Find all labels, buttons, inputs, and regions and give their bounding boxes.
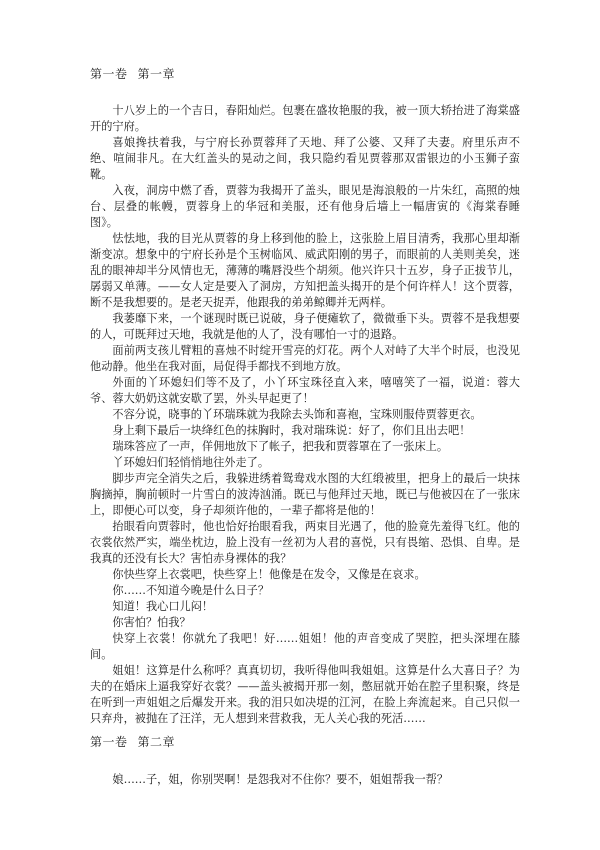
paragraph: 瑞珠答应了一声，佯佣地放下了帐子，把我和贾蓉罩在了一张床上。 — [112, 440, 449, 453]
chapter-body — [90, 772, 520, 788]
paragraph: 十八岁上的一个吉日，春阳灿烂。包裹在盛妆艳服的我，被一顶大轿抬进了海棠盛开的宁府。 — [90, 104, 520, 133]
paragraph: 入夜，洞房中燃了香，贾蓉为我揭开了盖头，眼见是海浪般的一片朱红，高照的烛台、层叠的帐幔，贾蓉身上的华冠和美服，还有他身后墙上一幅唐寅的《海棠春睡图》。 — [90, 184, 520, 229]
paragraph: 你快些穿上衣裳吧，快些穿上！他像是在发令，又像是在哀求。 — [112, 568, 426, 581]
chapter-label: 第一章 — [137, 67, 176, 81]
paragraph: 姐姐！这算是什么称呼？真真切切，我听得他叫我姐姐。这算是什么大喜日子？为夫的在婚床上逼我穿好衣裳？——盖头被揭开那一刻，憋屈就开始在腔子里积聚，终是在听到一声姐姐之后爆发开来。我的泪只如决堤的江河，在脸上奔流起来。自己只似一只弃舟，被抛在了汪洋，无人想到来营救我，无人关心我的死活…… — [90, 664, 520, 725]
paragraph: 知道！我心口儿闷！ — [112, 600, 214, 613]
paragraph: 脚步声完全消失之后，我躲进绣着鸳鸯戏水图的大红缎被里，把身上的最后一块抹胸摘掉，胸前顿时一片雪白的波涛汹涌。既已与他拜过天地，既已与他被囚在了一张床上，即便心可以变，身子却须许他的，一辈子都将是他的！ — [90, 472, 520, 517]
paragraph: 怯怯地，我的目光从贾蓉的身上移到他的脸上，这张脸上眉目清秀，我那心里却渐渐变凉。想象中的宁府长孙是个玉树临风、威武阳刚的男子，而眼前的人美则美矣，迷乱的眼神却半分风情也无，薄薄的嘴唇没些个胡须。他兴许只十五岁，身子正拔节儿，孱弱又单薄。——女人定是要入了洞房，方知把盖头揭开的是个何许样人！这个贾蓉，断不是我想要的。是老天捉弄，他跟我的弟弟鲸卿并无两样。 — [90, 232, 520, 309]
paragraph: 喜娘搀扶着我，与宁府长孙贾蓉拜了天地、拜了公婆、又拜了夫妻。府里乐声不绝、喧闹非凡。在大红盖头的晃动之间，我只隐约看见贾蓉那双雷银边的小玉狮子蛮靴。 — [90, 136, 520, 181]
paragraph: 我萎靡下来，一个谜现时既已说破，身子便瘫软了，微微垂下头。贾蓉不是我想要的人，可既拜过天地，我就是他的人了，没有哪怕一寸的退路。 — [90, 312, 520, 341]
paragraph: 面前两支孩儿臂粗的喜烛不时绽开雪亮的灯花。两个人对峙了大半个时辰，也没见他动静。他坐在我对面，局促得手都找不到地方放。 — [90, 344, 520, 373]
paragraph: 抬眼看向贾蓉时，他也恰好抬眼看我，两束目光遇了，他的脸竟先羞得飞红。他的衣裳依然严实，端坐枕边，脸上没有一丝初为人君的喜悦，只有畏缩、恐惧、自卑。是我真的还没有长大？害怕赤身裸体的我？ — [90, 520, 520, 565]
chapter-label: 第二章 — [137, 735, 176, 749]
paragraph: 快穿上衣裳！你就允了我吧！好……姐姐！他的声音变成了哭腔，把头深埋在膝间。 — [90, 632, 520, 661]
volume-label: 第一卷 — [90, 735, 128, 749]
volume-label: 第一卷 — [90, 67, 128, 81]
paragraph: 你……不知道今晚是什么日子？ — [112, 584, 270, 597]
chapter-body — [90, 103, 520, 727]
chapter-heading — [90, 734, 175, 750]
paragraph: 你害怕？怕我？ — [112, 616, 191, 629]
chapter-heading — [90, 66, 175, 82]
paragraph: 身上剩下最后一块绛红色的抹胸时，我对瑞珠说：好了，你们且出去吧！ — [112, 424, 471, 437]
paragraph: 不容分说，晓事的丫环瑞珠就为我除去头饰和喜袍，宝珠则服侍贾蓉更衣。 — [112, 408, 482, 421]
paragraph: 丫环媳妇们轻悄悄地往外走了。 — [112, 456, 270, 469]
paragraph: 外面的丫环媳妇们等不及了，小丫环宝珠径直入来，嘻嘻笑了一福，说道：蓉大爷、蓉大奶奶这就安歇了罢，外头早起更了！ — [90, 376, 520, 405]
paragraph: 娘……子，姐，你别哭啊！是怨我对不住你？要不，姐姐帮我一帮？ — [112, 773, 449, 786]
